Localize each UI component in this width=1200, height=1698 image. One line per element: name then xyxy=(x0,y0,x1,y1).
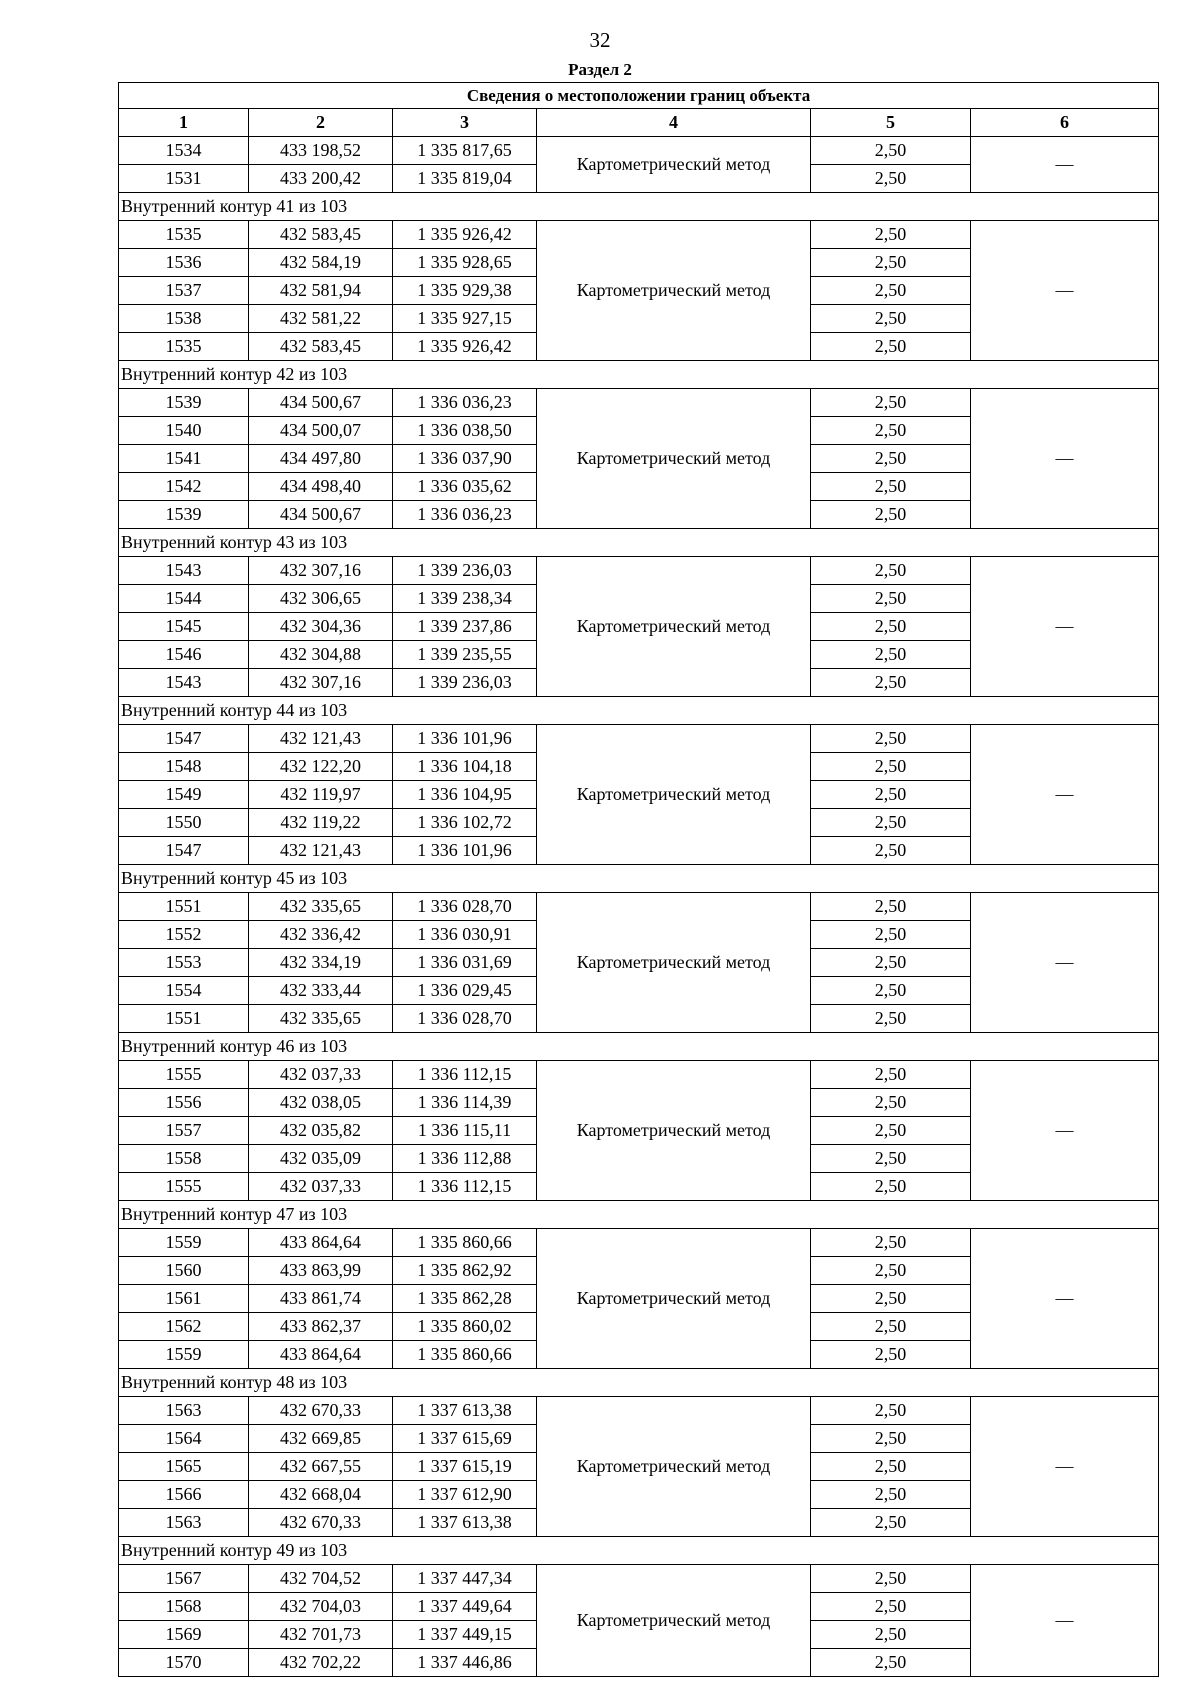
coordinate-y: 1 339 238,34 xyxy=(393,585,537,613)
coordinate-y: 1 336 029,45 xyxy=(393,977,537,1005)
contour-title: Внутренний контур 42 из 103 xyxy=(119,361,1159,389)
point-number: 1559 xyxy=(119,1229,249,1257)
coordinate-y: 1 336 028,70 xyxy=(393,1005,537,1033)
contour-title: Внутренний контур 49 из 103 xyxy=(119,1537,1159,1565)
coordinate-x: 432 668,04 xyxy=(249,1481,393,1509)
coordinate-y: 1 336 112,15 xyxy=(393,1173,537,1201)
point-number: 1563 xyxy=(119,1509,249,1537)
coordinate-y: 1 335 928,65 xyxy=(393,249,537,277)
contour-title: Внутренний контур 48 из 103 xyxy=(119,1369,1159,1397)
accuracy-value: 2,50 xyxy=(811,1425,971,1453)
coordinate-y: 1 335 862,28 xyxy=(393,1285,537,1313)
accuracy-value: 2,50 xyxy=(811,1061,971,1089)
contour-header-row xyxy=(119,529,1159,557)
accuracy-value: 2,50 xyxy=(811,1257,971,1285)
point-number: 1556 xyxy=(119,1089,249,1117)
accuracy-value: 2,50 xyxy=(811,501,971,529)
point-number: 1547 xyxy=(119,725,249,753)
method-cell: Картометрический метод xyxy=(537,137,811,193)
coordinate-y: 1 335 926,42 xyxy=(393,333,537,361)
coordinate-x: 432 583,45 xyxy=(249,221,393,249)
accuracy-value: 2,50 xyxy=(811,1621,971,1649)
accuracy-value: 2,50 xyxy=(811,473,971,501)
note-dash: — xyxy=(971,557,1159,697)
coordinate-y: 1 337 446,86 xyxy=(393,1649,537,1677)
coordinate-x: 432 583,45 xyxy=(249,333,393,361)
contour-header-row xyxy=(119,1369,1159,1397)
table-row xyxy=(119,1397,1159,1425)
contour-title: Внутренний контур 45 из 103 xyxy=(119,865,1159,893)
point-number: 1539 xyxy=(119,389,249,417)
table-row xyxy=(119,893,1159,921)
coordinate-x: 432 035,09 xyxy=(249,1145,393,1173)
point-number: 1569 xyxy=(119,1621,249,1649)
point-number: 1546 xyxy=(119,641,249,669)
point-number: 1547 xyxy=(119,837,249,865)
column-number: 5 xyxy=(811,109,971,137)
table-row xyxy=(119,389,1159,417)
accuracy-value: 2,50 xyxy=(811,1509,971,1537)
accuracy-value: 2,50 xyxy=(811,1285,971,1313)
coordinate-x: 432 704,03 xyxy=(249,1593,393,1621)
method-cell: Картометрический метод xyxy=(537,725,811,865)
method-cell: Картометрический метод xyxy=(537,1397,811,1537)
point-number: 1549 xyxy=(119,781,249,809)
coordinate-x: 433 198,52 xyxy=(249,137,393,165)
accuracy-value: 2,50 xyxy=(811,1565,971,1593)
accuracy-value: 2,50 xyxy=(811,669,971,697)
contour-title: Внутренний контур 44 из 103 xyxy=(119,697,1159,725)
point-number: 1567 xyxy=(119,1565,249,1593)
coordinate-x: 432 119,97 xyxy=(249,781,393,809)
contour-header-row xyxy=(119,697,1159,725)
coordinate-x: 432 307,16 xyxy=(249,557,393,585)
point-number: 1542 xyxy=(119,473,249,501)
table-row xyxy=(119,1229,1159,1257)
accuracy-value: 2,50 xyxy=(811,1117,971,1145)
coordinate-x: 432 121,43 xyxy=(249,725,393,753)
point-number: 1555 xyxy=(119,1173,249,1201)
method-cell: Картометрический метод xyxy=(537,1565,811,1677)
point-number: 1553 xyxy=(119,949,249,977)
accuracy-value: 2,50 xyxy=(811,1005,971,1033)
accuracy-value: 2,50 xyxy=(811,1649,971,1677)
accuracy-value: 2,50 xyxy=(811,137,971,165)
coordinate-y: 1 335 862,92 xyxy=(393,1257,537,1285)
point-number: 1562 xyxy=(119,1313,249,1341)
point-number: 1536 xyxy=(119,249,249,277)
table-row xyxy=(119,557,1159,585)
method-cell: Картометрический метод xyxy=(537,893,811,1033)
point-number: 1555 xyxy=(119,1061,249,1089)
contour-header-row xyxy=(119,865,1159,893)
column-number: 2 xyxy=(249,109,393,137)
coordinate-y: 1 336 031,69 xyxy=(393,949,537,977)
accuracy-value: 2,50 xyxy=(811,921,971,949)
accuracy-value: 2,50 xyxy=(811,781,971,809)
coordinate-y: 1 335 860,02 xyxy=(393,1313,537,1341)
coordinate-y: 1 335 860,66 xyxy=(393,1341,537,1369)
method-cell: Картометрический метод xyxy=(537,1229,811,1369)
contour-title: Внутренний контур 43 из 103 xyxy=(119,529,1159,557)
note-dash: — xyxy=(971,221,1159,361)
accuracy-value: 2,50 xyxy=(811,893,971,921)
point-number: 1560 xyxy=(119,1257,249,1285)
accuracy-value: 2,50 xyxy=(811,977,971,1005)
coordinate-x: 432 701,73 xyxy=(249,1621,393,1649)
coordinate-x: 432 304,36 xyxy=(249,613,393,641)
contour-title: Внутренний контур 46 из 103 xyxy=(119,1033,1159,1061)
accuracy-value: 2,50 xyxy=(811,641,971,669)
point-number: 1535 xyxy=(119,221,249,249)
coordinate-y: 1 336 115,11 xyxy=(393,1117,537,1145)
accuracy-value: 2,50 xyxy=(811,1229,971,1257)
coordinate-x: 432 307,16 xyxy=(249,669,393,697)
column-number-row xyxy=(119,109,1159,137)
note-dash: — xyxy=(971,1397,1159,1537)
boundary-coordinates-table xyxy=(118,82,1159,1677)
coordinate-x: 432 335,65 xyxy=(249,893,393,921)
point-number: 1554 xyxy=(119,977,249,1005)
accuracy-value: 2,50 xyxy=(811,305,971,333)
coordinate-y: 1 339 236,03 xyxy=(393,669,537,697)
point-number: 1552 xyxy=(119,921,249,949)
contour-header-row xyxy=(119,361,1159,389)
coordinate-x: 432 035,82 xyxy=(249,1117,393,1145)
coordinate-y: 1 336 035,62 xyxy=(393,473,537,501)
accuracy-value: 2,50 xyxy=(811,725,971,753)
coordinate-y: 1 335 927,15 xyxy=(393,305,537,333)
contour-header-row xyxy=(119,1537,1159,1565)
coordinate-x: 434 497,80 xyxy=(249,445,393,473)
coordinate-y: 1 339 235,55 xyxy=(393,641,537,669)
accuracy-value: 2,50 xyxy=(811,613,971,641)
coordinate-x: 432 037,33 xyxy=(249,1173,393,1201)
coordinate-x: 432 333,44 xyxy=(249,977,393,1005)
coordinate-x: 433 862,37 xyxy=(249,1313,393,1341)
table-row xyxy=(119,221,1159,249)
coordinate-y: 1 337 447,34 xyxy=(393,1565,537,1593)
table-row xyxy=(119,1565,1159,1593)
method-cell: Картометрический метод xyxy=(537,389,811,529)
contour-header-row xyxy=(119,193,1159,221)
accuracy-value: 2,50 xyxy=(811,1089,971,1117)
point-number: 1535 xyxy=(119,333,249,361)
coordinate-y: 1 337 615,69 xyxy=(393,1425,537,1453)
coordinate-y: 1 336 038,50 xyxy=(393,417,537,445)
coordinate-y: 1 336 114,39 xyxy=(393,1089,537,1117)
point-number: 1537 xyxy=(119,277,249,305)
coordinate-y: 1 339 237,86 xyxy=(393,613,537,641)
coordinate-x: 432 702,22 xyxy=(249,1649,393,1677)
coordinate-y: 1 335 817,65 xyxy=(393,137,537,165)
accuracy-value: 2,50 xyxy=(811,1173,971,1201)
coordinate-x: 432 038,05 xyxy=(249,1089,393,1117)
coordinate-x: 434 500,67 xyxy=(249,389,393,417)
table-title: Сведения о местоположении границ объекта xyxy=(119,83,1159,109)
accuracy-value: 2,50 xyxy=(811,1481,971,1509)
coordinate-y: 1 336 030,91 xyxy=(393,921,537,949)
section-title: Раздел 2 xyxy=(568,60,632,79)
coordinate-x: 432 670,33 xyxy=(249,1509,393,1537)
accuracy-value: 2,50 xyxy=(811,949,971,977)
coordinate-y: 1 335 819,04 xyxy=(393,165,537,193)
coordinate-y: 1 337 449,15 xyxy=(393,1621,537,1649)
table-body xyxy=(119,137,1159,1677)
coordinate-y: 1 335 860,66 xyxy=(393,1229,537,1257)
point-number: 1531 xyxy=(119,165,249,193)
coordinate-y: 1 336 101,96 xyxy=(393,837,537,865)
coordinate-x: 432 304,88 xyxy=(249,641,393,669)
point-number: 1561 xyxy=(119,1285,249,1313)
coordinate-x: 432 336,42 xyxy=(249,921,393,949)
coordinate-y: 1 335 929,38 xyxy=(393,277,537,305)
accuracy-value: 2,50 xyxy=(811,333,971,361)
coordinate-x: 432 306,65 xyxy=(249,585,393,613)
point-number: 1539 xyxy=(119,501,249,529)
point-number: 1570 xyxy=(119,1649,249,1677)
coordinate-y: 1 339 236,03 xyxy=(393,557,537,585)
contour-title: Внутренний контур 41 из 103 xyxy=(119,193,1159,221)
method-cell: Картометрический метод xyxy=(537,221,811,361)
coordinate-x: 433 864,64 xyxy=(249,1229,393,1257)
coordinate-y: 1 336 104,18 xyxy=(393,753,537,781)
accuracy-value: 2,50 xyxy=(811,837,971,865)
coordinate-y: 1 336 112,15 xyxy=(393,1061,537,1089)
coordinate-x: 432 037,33 xyxy=(249,1061,393,1089)
point-number: 1540 xyxy=(119,417,249,445)
coordinate-y: 1 336 037,90 xyxy=(393,445,537,473)
point-number: 1538 xyxy=(119,305,249,333)
contour-header-row xyxy=(119,1201,1159,1229)
coordinate-x: 432 669,85 xyxy=(249,1425,393,1453)
accuracy-value: 2,50 xyxy=(811,557,971,585)
column-number: 3 xyxy=(393,109,537,137)
coordinate-x: 432 581,22 xyxy=(249,305,393,333)
coordinate-y: 1 336 036,23 xyxy=(393,501,537,529)
accuracy-value: 2,50 xyxy=(811,1453,971,1481)
coordinate-x: 432 121,43 xyxy=(249,837,393,865)
point-number: 1548 xyxy=(119,753,249,781)
point-number: 1568 xyxy=(119,1593,249,1621)
coordinate-x: 433 863,99 xyxy=(249,1257,393,1285)
table-row xyxy=(119,1061,1159,1089)
page-number: 32 xyxy=(589,28,611,52)
accuracy-value: 2,50 xyxy=(811,585,971,613)
coordinate-y: 1 336 102,72 xyxy=(393,809,537,837)
accuracy-value: 2,50 xyxy=(811,1145,971,1173)
coordinate-x: 432 122,20 xyxy=(249,753,393,781)
coordinate-y: 1 335 926,42 xyxy=(393,221,537,249)
coordinate-x: 432 670,33 xyxy=(249,1397,393,1425)
coordinate-y: 1 337 449,64 xyxy=(393,1593,537,1621)
coordinate-y: 1 337 615,19 xyxy=(393,1453,537,1481)
accuracy-value: 2,50 xyxy=(811,165,971,193)
coordinate-y: 1 336 028,70 xyxy=(393,893,537,921)
column-number: 1 xyxy=(119,109,249,137)
contour-title: Внутренний контур 47 из 103 xyxy=(119,1201,1159,1229)
point-number: 1559 xyxy=(119,1341,249,1369)
point-number: 1551 xyxy=(119,893,249,921)
coordinate-x: 432 584,19 xyxy=(249,249,393,277)
point-number: 1565 xyxy=(119,1453,249,1481)
accuracy-value: 2,50 xyxy=(811,417,971,445)
point-number: 1534 xyxy=(119,137,249,165)
accuracy-value: 2,50 xyxy=(811,445,971,473)
point-number: 1550 xyxy=(119,809,249,837)
coordinate-y: 1 337 613,38 xyxy=(393,1509,537,1537)
coordinate-x: 433 200,42 xyxy=(249,165,393,193)
coordinate-y: 1 337 613,38 xyxy=(393,1397,537,1425)
coordinate-x: 432 581,94 xyxy=(249,277,393,305)
note-dash: — xyxy=(971,893,1159,1033)
point-number: 1563 xyxy=(119,1397,249,1425)
point-number: 1543 xyxy=(119,669,249,697)
accuracy-value: 2,50 xyxy=(811,389,971,417)
point-number: 1564 xyxy=(119,1425,249,1453)
point-number: 1551 xyxy=(119,1005,249,1033)
note-dash: — xyxy=(971,137,1159,193)
coordinate-x: 434 500,07 xyxy=(249,417,393,445)
note-dash: — xyxy=(971,1565,1159,1677)
accuracy-value: 2,50 xyxy=(811,1593,971,1621)
accuracy-value: 2,50 xyxy=(811,1313,971,1341)
accuracy-value: 2,50 xyxy=(811,1397,971,1425)
note-dash: — xyxy=(971,725,1159,865)
accuracy-value: 2,50 xyxy=(811,809,971,837)
point-number: 1566 xyxy=(119,1481,249,1509)
accuracy-value: 2,50 xyxy=(811,221,971,249)
coordinate-x: 432 334,19 xyxy=(249,949,393,977)
coordinate-x: 434 500,67 xyxy=(249,501,393,529)
note-dash: — xyxy=(971,1229,1159,1369)
point-number: 1544 xyxy=(119,585,249,613)
point-number: 1558 xyxy=(119,1145,249,1173)
accuracy-value: 2,50 xyxy=(811,249,971,277)
coordinate-x: 433 864,64 xyxy=(249,1341,393,1369)
coordinate-y: 1 336 104,95 xyxy=(393,781,537,809)
coordinate-y: 1 337 612,90 xyxy=(393,1481,537,1509)
coordinate-y: 1 336 036,23 xyxy=(393,389,537,417)
contour-header-row xyxy=(119,1033,1159,1061)
point-number: 1545 xyxy=(119,613,249,641)
accuracy-value: 2,50 xyxy=(811,753,971,781)
point-number: 1541 xyxy=(119,445,249,473)
column-number: 4 xyxy=(537,109,811,137)
note-dash: — xyxy=(971,389,1159,529)
accuracy-value: 2,50 xyxy=(811,1341,971,1369)
coordinate-x: 432 119,22 xyxy=(249,809,393,837)
point-number: 1557 xyxy=(119,1117,249,1145)
table-row xyxy=(119,725,1159,753)
point-number: 1543 xyxy=(119,557,249,585)
table-row xyxy=(119,137,1159,165)
column-number: 6 xyxy=(971,109,1159,137)
coordinate-x: 433 861,74 xyxy=(249,1285,393,1313)
coordinate-y: 1 336 112,88 xyxy=(393,1145,537,1173)
accuracy-value: 2,50 xyxy=(811,277,971,305)
coordinate-x: 432 335,65 xyxy=(249,1005,393,1033)
note-dash: — xyxy=(971,1061,1159,1201)
coordinate-x: 432 704,52 xyxy=(249,1565,393,1593)
coordinate-x: 434 498,40 xyxy=(249,473,393,501)
method-cell: Картометрический метод xyxy=(537,557,811,697)
coordinate-y: 1 336 101,96 xyxy=(393,725,537,753)
method-cell: Картометрический метод xyxy=(537,1061,811,1201)
coordinate-x: 432 667,55 xyxy=(249,1453,393,1481)
